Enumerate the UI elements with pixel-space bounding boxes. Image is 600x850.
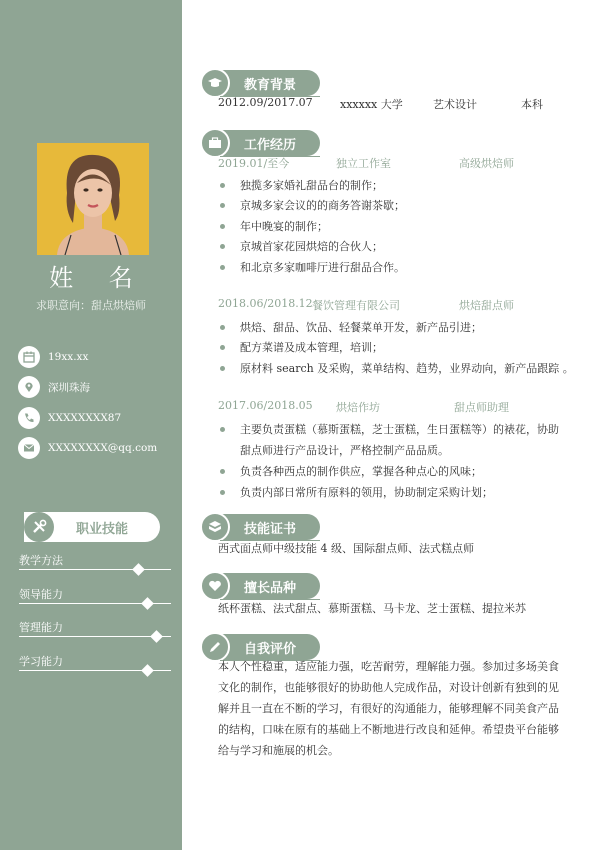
bullet-dot [220, 203, 225, 208]
contact-text: XXXXXXXX87 [48, 412, 122, 424]
job-period: 2018.06/2018.12 [218, 297, 313, 310]
section-specialties-header [202, 573, 320, 599]
skill-bar [19, 636, 171, 637]
contact-birthdate [18, 345, 88, 369]
bullet-dot [220, 265, 225, 270]
job-duty: 主要负责蛋糕（慕斯蛋糕，芝士蛋糕，生日蛋糕等）的裱花，协助 [240, 423, 559, 436]
phone-icon [18, 407, 40, 429]
briefcase-icon [200, 128, 230, 158]
certificate-icon [200, 512, 230, 542]
job-duty: 甜点师进行产品设计，严格控制产品品质。 [240, 444, 449, 457]
section-education-header [202, 70, 320, 96]
contact-phone [18, 406, 121, 430]
section-title: 自我评价 [244, 642, 297, 657]
edu-school: xxxxxx 大学 [340, 98, 403, 111]
job-position: 烘焙甜点师 [459, 299, 514, 312]
bullet-dot [220, 183, 225, 188]
job-period: 2019.01/至今 [218, 157, 290, 170]
section-certs-header [202, 514, 320, 540]
job-intent: 求职意向：甜点烘焙师 [36, 299, 146, 312]
email-icon [18, 437, 40, 459]
skill-label: 教学方法 [19, 554, 63, 567]
job-company: 餐饮管理有限公司 [312, 299, 400, 312]
job-position: 甜点师助理 [454, 401, 509, 414]
contact-text: 深圳珠海 [48, 381, 90, 394]
job-duty: 独揽多家婚礼甜品台的制作； [240, 179, 383, 192]
section-title: 工作经历 [244, 138, 297, 153]
bullet-dot [220, 325, 225, 330]
specialties-text: 纸杯蛋糕、法式甜点、慕斯蛋糕、马卡龙、芝士蛋糕、提拉米苏 [218, 602, 526, 615]
contact-location [18, 375, 90, 399]
job-duty: 负责各种西点的制作供应，掌握各种点心的风味； [240, 465, 482, 478]
job-period: 2017.06/2018.05 [218, 399, 313, 412]
job-company: 独立工作室 [336, 157, 391, 170]
skill-label: 领导能力 [19, 588, 63, 601]
job-duty: 负责内部日常所有原料的领用，协助制定采购计划； [240, 486, 493, 499]
location-icon [18, 376, 40, 398]
skills-title: 职业技能 [76, 522, 129, 537]
profile-photo [37, 143, 149, 255]
section-title: 技能证书 [244, 522, 297, 537]
job-position: 高级烘焙师 [459, 157, 514, 170]
job-company: 烘焙作坊 [336, 401, 380, 414]
section-title: 教育背景 [244, 78, 297, 93]
job-duty: 配方菜谱及成本管理，培训； [240, 341, 383, 354]
self-eval-text: 本人个性稳重，适应能力强，吃苦耐劳，理解能力强。参加过多场美食 文化的制作，也能够很好的协助他人完成作品，对设计创新有独到的见 解并且一直在不断的学习，有很好的沟通能力，能够理解不同美食产品 的结构，口味在原有的基础上不断地进行改良和延伸。希望贵平台能够 给与学习和施展的机会。 [218, 660, 559, 757]
contact-text: XXXXXXXX@qq.com [48, 442, 158, 454]
certs-text: 西式面点师中级技能 4 级、国际甜点师、法式糕点师 [218, 542, 474, 555]
job-duty: 烘焙、甜品、饮品、轻餐菜单开发，新产品引进； [240, 321, 482, 334]
contact-email [18, 436, 157, 460]
edu-major: 艺术设计 [433, 98, 477, 111]
edu-period: 2012.09/2017.07 [218, 96, 313, 109]
skill-bar [19, 569, 171, 570]
job-duty: 京城多家会议的的商务答谢茶歇； [240, 199, 405, 212]
edu-degree: 本科 [521, 98, 543, 111]
bullet-dot [220, 366, 225, 371]
bullet-dot [220, 490, 225, 495]
bullet-dot [220, 427, 225, 432]
tools-icon [24, 512, 54, 542]
job-duty: 和北京多家咖啡厅进行甜品合作。 [240, 261, 405, 274]
section-work-header [202, 130, 320, 156]
skill-label: 管理能力 [19, 621, 63, 634]
skill-label: 学习能力 [19, 655, 63, 668]
bullet-dot [220, 469, 225, 474]
job-duty: 京城首家花园烘焙的合伙人； [240, 240, 383, 253]
skills-header [24, 512, 160, 542]
bullet-dot [220, 244, 225, 249]
section-title: 擅长品种 [244, 581, 297, 596]
contact-text: 19xx.xx [48, 351, 89, 363]
calendar-icon [18, 346, 40, 368]
graduation-cap-icon [200, 68, 230, 98]
person-name: 姓 名 [49, 264, 147, 292]
bullet-dot [220, 224, 225, 229]
job-duty: 原材料 search 及采购，菜单结构、趋势，业界动向，新产品跟踪 。 [240, 362, 574, 375]
bullet-dot [220, 345, 225, 350]
job-duty: 年中晚宴的制作； [240, 220, 328, 233]
heart-icon [200, 571, 230, 601]
sidebar [0, 0, 182, 850]
